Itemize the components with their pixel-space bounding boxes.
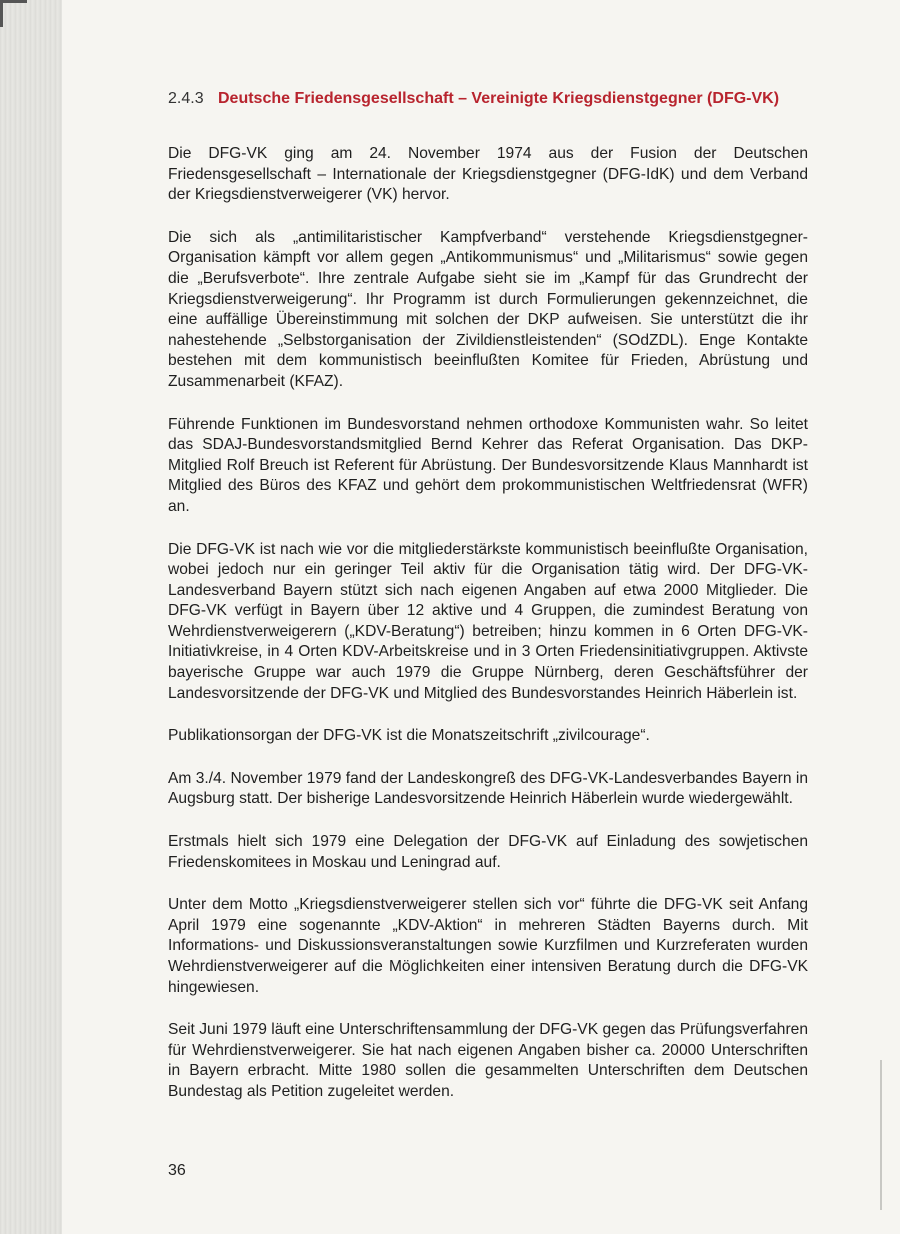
paragraph-signatures: Seit Juni 1979 läuft eine Unterschriftensammlung der DFG-VK gegen das Prüfungsverfahren für Wehrdienstverweigerer. Sie hat nach eigenen Angaben bisher ca. 20000 Unterschriften in Bayern erbracht. Mitte 1980 sollen die gesammelten Unterschriften dem Deutschen Bundestag als Petition zugeleitet werden. — [168, 1021, 808, 1100]
paragraph-self-image: Die sich als „antimilitaristischer Kampfverband“ verstehende Kriegsdienstgegner-Organisation kämpft vor allem gegen „Antikommunismus“ und „Militarismus“ sowie gegen die „Berufsverbote“. Ihre zentrale Aufgabe sieht sie im „Kampf für das Grundrecht der Kriegsdienstverweigerung“. Ihr Programm ist durch Formulierungen gekennzeichnet, die eine auffällige Übereinstimmung mit solchen der DKP aufweisen. Sie unterstützt die ihr nahestehende „Selbstorganisation der Zivildienstleistenden“ (SOdZDL). Enge Kontakte bestehen mit dem kommunistisch beeinflußten Komitee für Frieden, Abrüstung und Zusammenarbeit (KFAZ). — [168, 228, 808, 390]
page-number: 36 — [168, 1162, 186, 1179]
book-spine-edge — [0, 0, 62, 1234]
page-edge-line — [880, 1060, 882, 1210]
paragraph-delegation: Erstmals hielt sich 1979 eine Delegation der DFG-VK auf Einladung des sowjetischen Friedenskomitees in Moskau und Leningrad auf. — [168, 833, 808, 871]
section-number: 2.4.3 — [168, 90, 204, 107]
paragraph-congress: Am 3./4. November 1979 fand der Landeskongreß des DFG-VK-Landesverbandes Bayern in Augsburg statt. Der bisherige Landesvorsitzende Heinrich Häberlein wurde wiedergewählt. — [168, 769, 808, 808]
paragraph-publication: Publikationsorgan der DFG-VK ist die Monatszeitschrift „zivilcourage“. — [168, 727, 650, 745]
section-title: Deutsche Friedensgesellschaft – Vereinigte Kriegsdienstgegner (DFG-VK) — [218, 90, 780, 107]
paragraph-leadership: Führende Funktionen im Bundesvorstand nehmen orthodoxe Kommunisten wahr. So leitet das SDAJ-Bundesvorstandsmitglied Bernd Kehrer das Referat Organisation. Das DKP-Mitglied Rolf Breuch ist Referent für Abrüstung. Der Bundesvorsitzende Klaus Mannhardt ist Mitglied des Büros des KFAZ und gehört dem prokommunistischen Weltfriedensrat (WFR) an. — [168, 415, 808, 515]
paragraph-membership: Die DFG-VK ist nach wie vor die mitgliederstärkste kommunistisch beeinflußte Organisation, wobei jedoch nur ein geringer Teil aktiv für die Organisation tätig wird. Der DFG-VK-Landesverband Bayern stützt sich nach eigenen Angaben auf etwa 2000 Mitglieder. Die DFG-VK verfügt in Bayern über 12 aktive und 4 Gruppen, die zumindest Beratung von Wehrdienstverweigerern („KDV-Beratung“) betreiben; hinzu kommen in 6 Orten DFG-VK-Initiativkreise, in 4 Orten KDV-Arbeitskreise und in 3 Orten Friedensinitiativgruppen. Aktivste bayerische Gruppe war auch 1979 die Gruppe Nürnberg, deren Geschäftsführer der Landesvorsitzende der DFG-VK und Mitglied des Bundesvorstandes Heinrich Häberlein ist. — [168, 540, 808, 702]
page-content — [168, 88, 808, 1125]
paragraph-founding: Die DFG-VK ging am 24. November 1974 aus der Fusion der Deutschen Friedensgesellschaft – Internationale der Kriegsdienstgegner (DFG-IdK) und dem Verband der Kriegsdienstverweigerer (VK) hervor. — [168, 145, 808, 204]
corner-mark — [0, 0, 27, 27]
paragraph-kdv-action: Unter dem Motto „Kriegsdienstverweigerer stellen sich vor“ führte die DFG-VK seit Anfang April 1979 eine sogenannte „KDV-Aktion“ in mehreren Städten Bayerns durch. Mit Informations- und Diskussionsveranstaltungen sowie Kurzfilmen und Kurzreferaten wurden Wehrdienstverweigerer auf die Möglichkeiten einer intensiven Beratung durch die DFG-VK hingewiesen. — [168, 896, 808, 996]
section-heading — [168, 88, 808, 109]
